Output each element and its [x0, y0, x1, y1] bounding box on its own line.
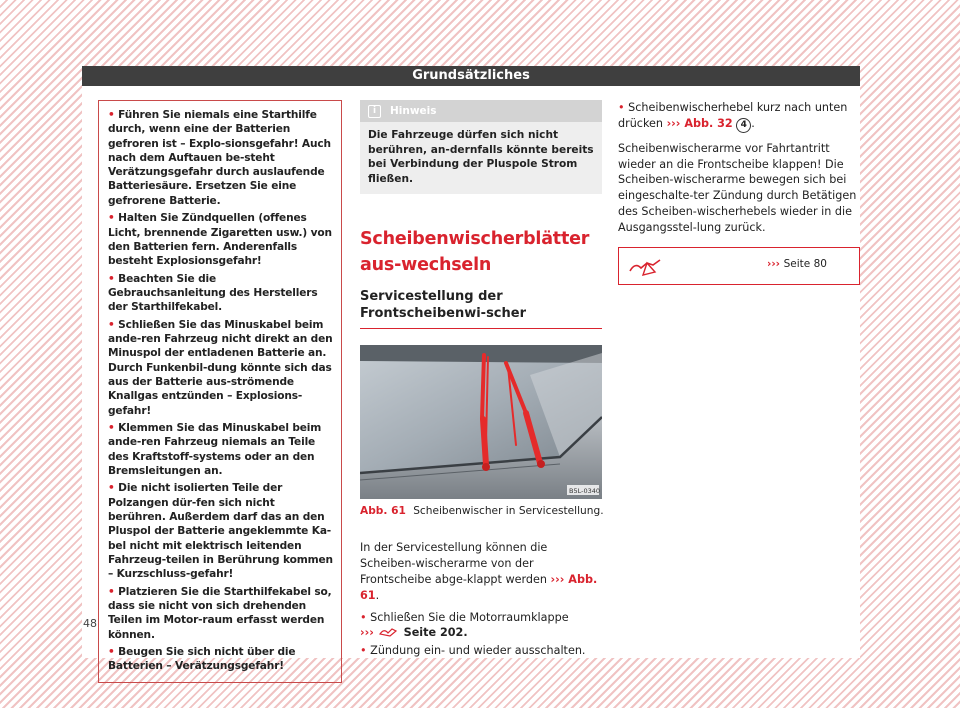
warning-text: Beachten Sie die Gebrauchsanleitung des Herstellers der Starthilfekabel. [108, 272, 318, 314]
bullet-icon: • [108, 482, 115, 495]
warning-item [108, 318, 333, 418]
arrow-icon: ››› [360, 626, 374, 640]
bullet-icon: • [108, 585, 115, 598]
link-text: Seite 80 [783, 257, 827, 270]
warning-text: Beugen Sie sich nicht über die Batterien – Verätzungsgefahr! [108, 646, 296, 673]
page-content [82, 66, 860, 673]
bullet-icon: • [360, 644, 367, 658]
info-icon: i [368, 105, 381, 118]
warning-item [108, 645, 333, 674]
section-title: Scheibenwischerblätter aus-wechseln [360, 229, 590, 276]
figure-ref: Abb. 61 [360, 505, 406, 518]
warning-text: Die nicht isolierten Teile der Polzangen dür-fen sich nicht berühren. Außerdem darf das an den Pluspol der Batterie angeklemmte Ka-bel nicht mit elektrisch leitenden Fahrzeug-teilen in Berührung kommen – Kurzschluss-gefahr! [108, 482, 333, 581]
punct: . [751, 116, 755, 130]
step-text: Schließen Sie die Motorraumklappe [370, 610, 569, 624]
column-2 [360, 100, 602, 659]
warning-item [108, 585, 333, 642]
warning-item [108, 211, 333, 268]
link-text: Seite 202. [403, 626, 468, 640]
cross-reference-box [618, 247, 860, 285]
warning-item [108, 272, 333, 315]
info-paragraph: Scheibenwischerarme vor Fahrtantritt wieder an die Frontscheibe klappen! Die Scheiben-wischerarme bewegen sich bei eingeschalte-ter Zündung durch Betätigen des Scheiben-wischerhebels wieder in die Ausgangsstel-lung zurück. [618, 141, 857, 234]
warning-text: Schließen Sie das Minuskabel beim ande-ren Fahrzeug nicht direkt an den Minuspol der entladenen Batterie an. Durch Funkenbil-dung könnte sich das aus der Batterie aus-strömende Knallgas entzünden – Explosions-gefahr! [108, 318, 333, 417]
wiper-service-figure [360, 345, 602, 499]
bullet-icon: • [108, 272, 115, 285]
arrow-icon: ››› [550, 572, 565, 586]
column-3 [618, 100, 860, 285]
page-link[interactable] [360, 626, 468, 639]
chapter-header: Grundsätzliches [82, 66, 860, 86]
punct: . [375, 588, 380, 602]
warning-item [108, 108, 333, 208]
step-item [618, 100, 860, 133]
note-box [360, 100, 602, 194]
wiper-illustration [360, 345, 602, 499]
subsection-title: Servicestellung der Frontscheibenwi-scher [360, 289, 602, 329]
arrow-icon: ››› [767, 257, 780, 270]
figure-caption [360, 505, 602, 517]
arrow-icon: ››› [666, 116, 681, 130]
warning-item [108, 481, 333, 581]
warning-text: Klemmen Sie das Minuskabel beim ande-ren Fahrzeug niemals an Teile des Kraftstoff-systems oder an den Bremsleitungen an. [108, 421, 322, 477]
intro-text: In der Servicestellung können die Scheiben-wischerarme von der Frontscheibe abge-klappt werden [360, 541, 548, 586]
figure-code: B5L-0340 [569, 487, 600, 496]
page-link[interactable] [767, 258, 827, 270]
step-item [360, 643, 602, 659]
warning-item [108, 421, 333, 478]
step-item [360, 610, 602, 642]
bullet-icon: • [108, 421, 115, 434]
warning-text: Halten Sie Zündquellen (offenes Licht, brennende Zigaretten usw.) von den Batterien fern. Anderenfalls besteht Explosionsgefahr! [108, 212, 332, 268]
warning-text: Führen Sie niemals eine Starthilfe durch, wenn eine der Batterien gefroren ist – Explo-sionsgefahr! Auch nach dem Auftauen be-steht Verätzungsgefahr durch auslaufende Batteriesäure. Ersetzen Sie eine gefrorene Batterie. [108, 109, 331, 207]
step-text: Zündung ein- und wieder ausschalten. [370, 644, 586, 658]
step-text: Scheibenwischerhebel kurz nach unten drücken [618, 101, 848, 130]
hand-book-icon [378, 625, 400, 637]
figure-link[interactable] [667, 117, 733, 130]
bullet-icon: • [618, 101, 625, 114]
bullet-icon: • [108, 646, 115, 658]
column-1 [98, 100, 342, 683]
bullet-icon: • [360, 610, 367, 624]
note-body: Die Fahrzeuge dürfen sich nicht berühren, an-dernfalls könnte bereits bei Verbindung der Pluspole Strom fließen. [360, 122, 602, 194]
figure-caption-text: Scheibenwischer in Servicestellung. [413, 505, 604, 518]
note-header [360, 100, 602, 122]
warning-box [98, 100, 342, 683]
link-text: Abb. 61 [360, 572, 598, 602]
link-text: Abb. 32 [684, 116, 733, 130]
item-number-badge: 4 [736, 118, 751, 133]
bullet-icon: • [108, 109, 115, 121]
bullet-icon: • [108, 212, 115, 225]
warning-text: Platzieren Sie die Starthilfekabel so, dass sie nicht von sich drehenden Teilen im Motor-raum erfasst werden können. [108, 585, 332, 641]
bullet-icon: • [108, 318, 115, 331]
page-number: 48 [83, 617, 97, 630]
hand-book-icon [627, 254, 667, 278]
note-title: Hinweis [390, 105, 437, 117]
intro-paragraph [360, 540, 602, 603]
